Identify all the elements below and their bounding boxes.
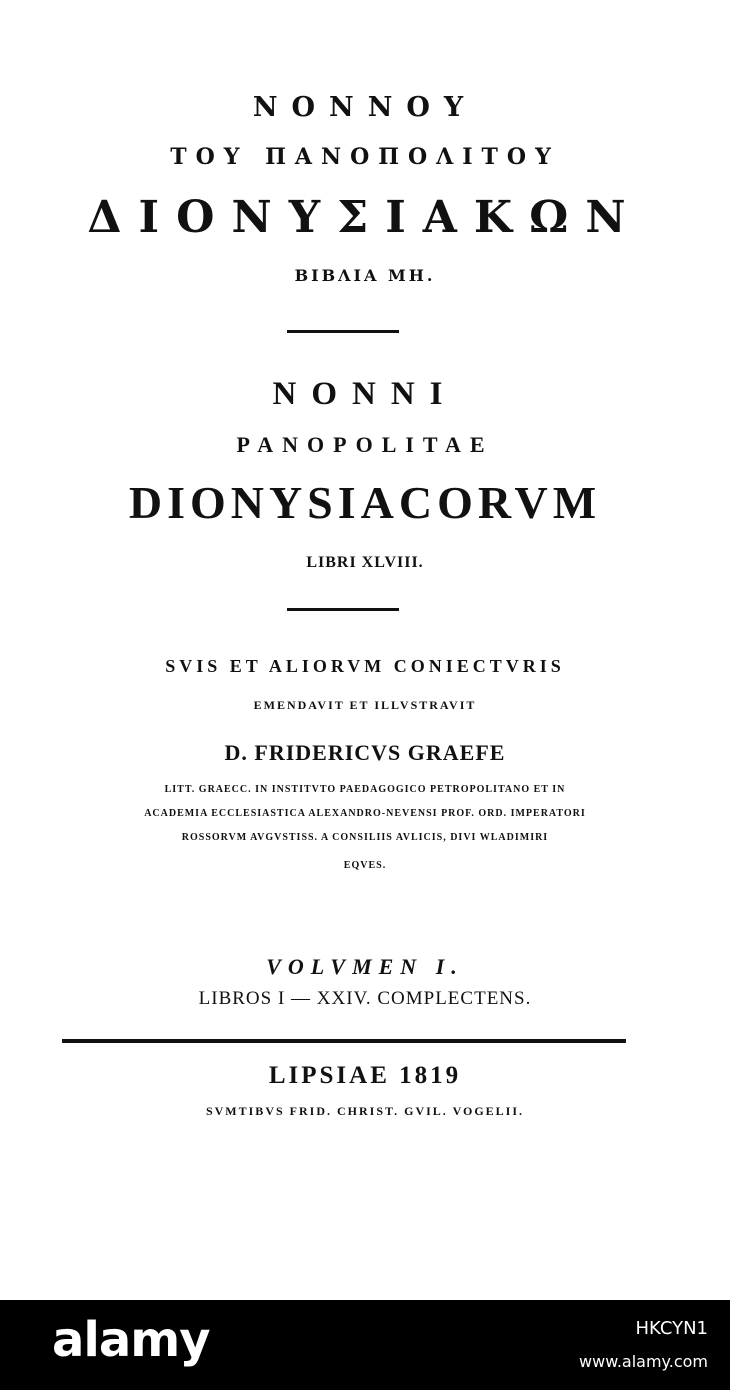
site-url: www.alamy.com xyxy=(579,1352,708,1371)
editor-name: D. FRIDERICVS GRAEFE xyxy=(224,740,506,765)
greek-work-title: ΔΙΟΝΥΣΙΑΚΩΝ xyxy=(87,192,643,243)
latin-author: NONNI xyxy=(272,376,458,412)
editor-titles-line-1: LITT. GRAECC. IN INSTITVTO PAEDAGOGICO PETROPOLITANO ET IN xyxy=(164,784,566,795)
divider-rule-2 xyxy=(287,608,399,611)
alamy-logo: alamy xyxy=(52,1312,210,1368)
editor-titles-line-3: ROSSORVM AVGVSTISS. A CONSILIIS AVLICIS, DIVI WLADIMIRI xyxy=(181,832,549,843)
watermark-footer xyxy=(0,1300,730,1390)
volume-label: VOLVMEN I. xyxy=(266,954,464,979)
latin-books: LIBRI XLVIII. xyxy=(306,554,424,571)
latin-work-title: DIONYSIACORVM xyxy=(128,477,602,528)
editor-titles-line-2: ACADEMIA ECCLESIASTICA ALEXANDRO-NEVENSI PROF. ORD. IMPERATORI xyxy=(144,808,586,819)
imprint-publisher: SVMTIBVS FRID. CHRIST. GVIL. VOGELII. xyxy=(205,1104,525,1118)
editor-titles-line-4: EQVES. xyxy=(343,860,387,871)
imprint-place-year: LIPSIAE 1819 xyxy=(268,1062,462,1089)
editor-line-2: EMENDAVIT ET ILLVSTRAVIT xyxy=(253,698,477,712)
editor-line-1: SVIS ET ALIORVM CONIECTVRIS xyxy=(165,656,565,676)
divider-rule-1 xyxy=(287,330,399,333)
greek-books: ΒΙΒΛΙΑ ΜΗ. xyxy=(294,266,436,285)
volume-contents: LIBROS I — XXIV. COMPLECTENS. xyxy=(198,988,532,1009)
greek-author: ΝΟΝΝΟΥ xyxy=(252,92,478,123)
divider-rule-3 xyxy=(62,1039,626,1043)
latin-epithet: PANOPOLITAE xyxy=(236,432,494,457)
stock-id: HKCYN1 xyxy=(635,1318,708,1339)
greek-epithet: ΤΟΥ ΠΑΝΟΠΟΛΙΤΟΥ xyxy=(170,144,560,170)
